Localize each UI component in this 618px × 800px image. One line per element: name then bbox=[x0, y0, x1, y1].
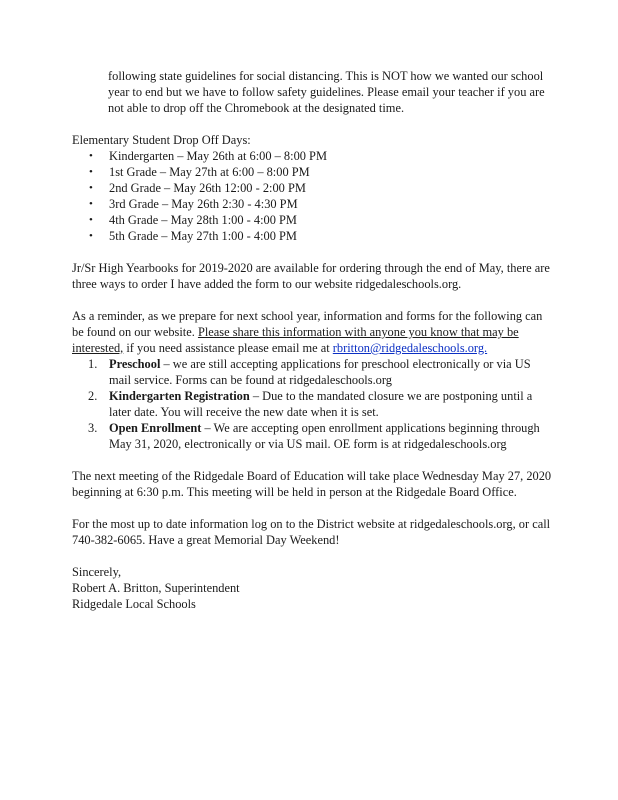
signature-block bbox=[72, 564, 552, 612]
dropoff-item-text: 1st Grade – May 27th at 6:00 – 8:00 PM bbox=[109, 165, 310, 179]
bullet-icon: • bbox=[89, 182, 93, 194]
intro-paragraph: following state guidelines for social distancing. This is NOT how we wanted our school year to end but we have to follow safety guidelines. Please email your teacher if you are not able to drop off the Chromebook at the designated time. bbox=[108, 69, 545, 115]
dropoff-item-1st-grade bbox=[72, 164, 552, 180]
item-number: 2. bbox=[88, 389, 98, 403]
dropoff-item-5th-grade bbox=[72, 228, 552, 244]
dropoff-item-4th-grade bbox=[72, 212, 552, 228]
item-text: – we are still accepting applications for preschool electronically or via US mail service. Forms can be found at ridgedaleschools.org bbox=[109, 357, 531, 387]
dropoff-item-2nd-grade bbox=[72, 180, 552, 196]
dropoff-list bbox=[72, 148, 552, 244]
dropoff-section bbox=[72, 132, 552, 244]
reminder-section bbox=[72, 308, 552, 452]
item-title: Kindergarten Registration bbox=[109, 389, 250, 403]
reminder-text-before: As a reminder, as we prepare for next school year, information and forms for the following can be found on our website. bbox=[72, 309, 543, 339]
bullet-icon: • bbox=[89, 230, 93, 242]
item-text: – We are accepting open enrollment applications beginning through May 31, 2020, electronically or via US mail. OE form is at ridgedaleschools.org bbox=[109, 421, 540, 451]
item-number: 3. bbox=[88, 421, 98, 435]
dropoff-item-text: 4th Grade – May 28th 1:00 - 4:00 PM bbox=[109, 213, 297, 227]
dropoff-item-text: 5th Grade – May 27th 1:00 - 4:00 PM bbox=[109, 229, 297, 243]
bullet-icon: • bbox=[89, 198, 93, 210]
dropoff-item-3rd-grade bbox=[72, 196, 552, 212]
forms-item-kindergarten-registration bbox=[72, 388, 552, 420]
bullet-icon: • bbox=[89, 214, 93, 226]
dropoff-item-text: 2nd Grade – May 26th 12:00 - 2:00 PM bbox=[109, 181, 306, 195]
signature-closing: Sincerely, bbox=[72, 565, 122, 579]
forms-list bbox=[72, 356, 552, 452]
dropoff-item-text: 3rd Grade – May 26th 2:30 - 4:30 PM bbox=[109, 197, 298, 211]
bullet-icon: • bbox=[89, 150, 93, 162]
forms-item-open-enrollment bbox=[72, 420, 552, 452]
share-info-underlined-text: Please share this information with anyone you know that may be interested, bbox=[72, 325, 519, 355]
forms-item-preschool bbox=[72, 356, 552, 388]
reminder-text-middle: if you need assistance please email me at bbox=[123, 341, 333, 355]
letter-page bbox=[72, 68, 552, 612]
dropoff-heading: Elementary Student Drop Off Days: bbox=[72, 133, 251, 147]
board-meeting-paragraph: The next meeting of the Ridgedale Board of Education will take place Wednesday May 27, 2020 beginning at 6:30 p.m. This meeting will be held in person at the Ridgedale Board Office. bbox=[72, 469, 552, 499]
dropoff-item-kindergarten bbox=[72, 148, 552, 164]
bullet-icon: • bbox=[89, 166, 93, 178]
signature-name: Robert A. Britton, Superintendent bbox=[72, 581, 240, 595]
item-number: 1. bbox=[88, 357, 98, 371]
item-title: Preschool bbox=[109, 357, 161, 371]
signature-organization: Ridgedale Local Schools bbox=[72, 597, 196, 611]
item-title: Open Enrollment bbox=[109, 421, 202, 435]
superintendent-email-link[interactable]: rbritton@ridgedaleschools.org. bbox=[332, 341, 488, 355]
item-text: – Due to the mandated closure we are postponing until a later date. You will receive the new date when it is set. bbox=[109, 389, 533, 419]
yearbook-paragraph: Jr/Sr High Yearbooks for 2019-2020 are available for ordering through the end of May, there are three ways to order I have added the form to our website ridgedaleschools.org. bbox=[72, 261, 550, 291]
reminder-paragraph bbox=[72, 308, 552, 356]
dropoff-item-text: Kindergarten – May 26th at 6:00 – 8:00 PM bbox=[109, 149, 327, 163]
info-paragraph: For the most up to date information log on to the District website at ridgedaleschools.org, or call 740-382-6065. Have a great Memorial Day Weekend! bbox=[72, 517, 551, 547]
